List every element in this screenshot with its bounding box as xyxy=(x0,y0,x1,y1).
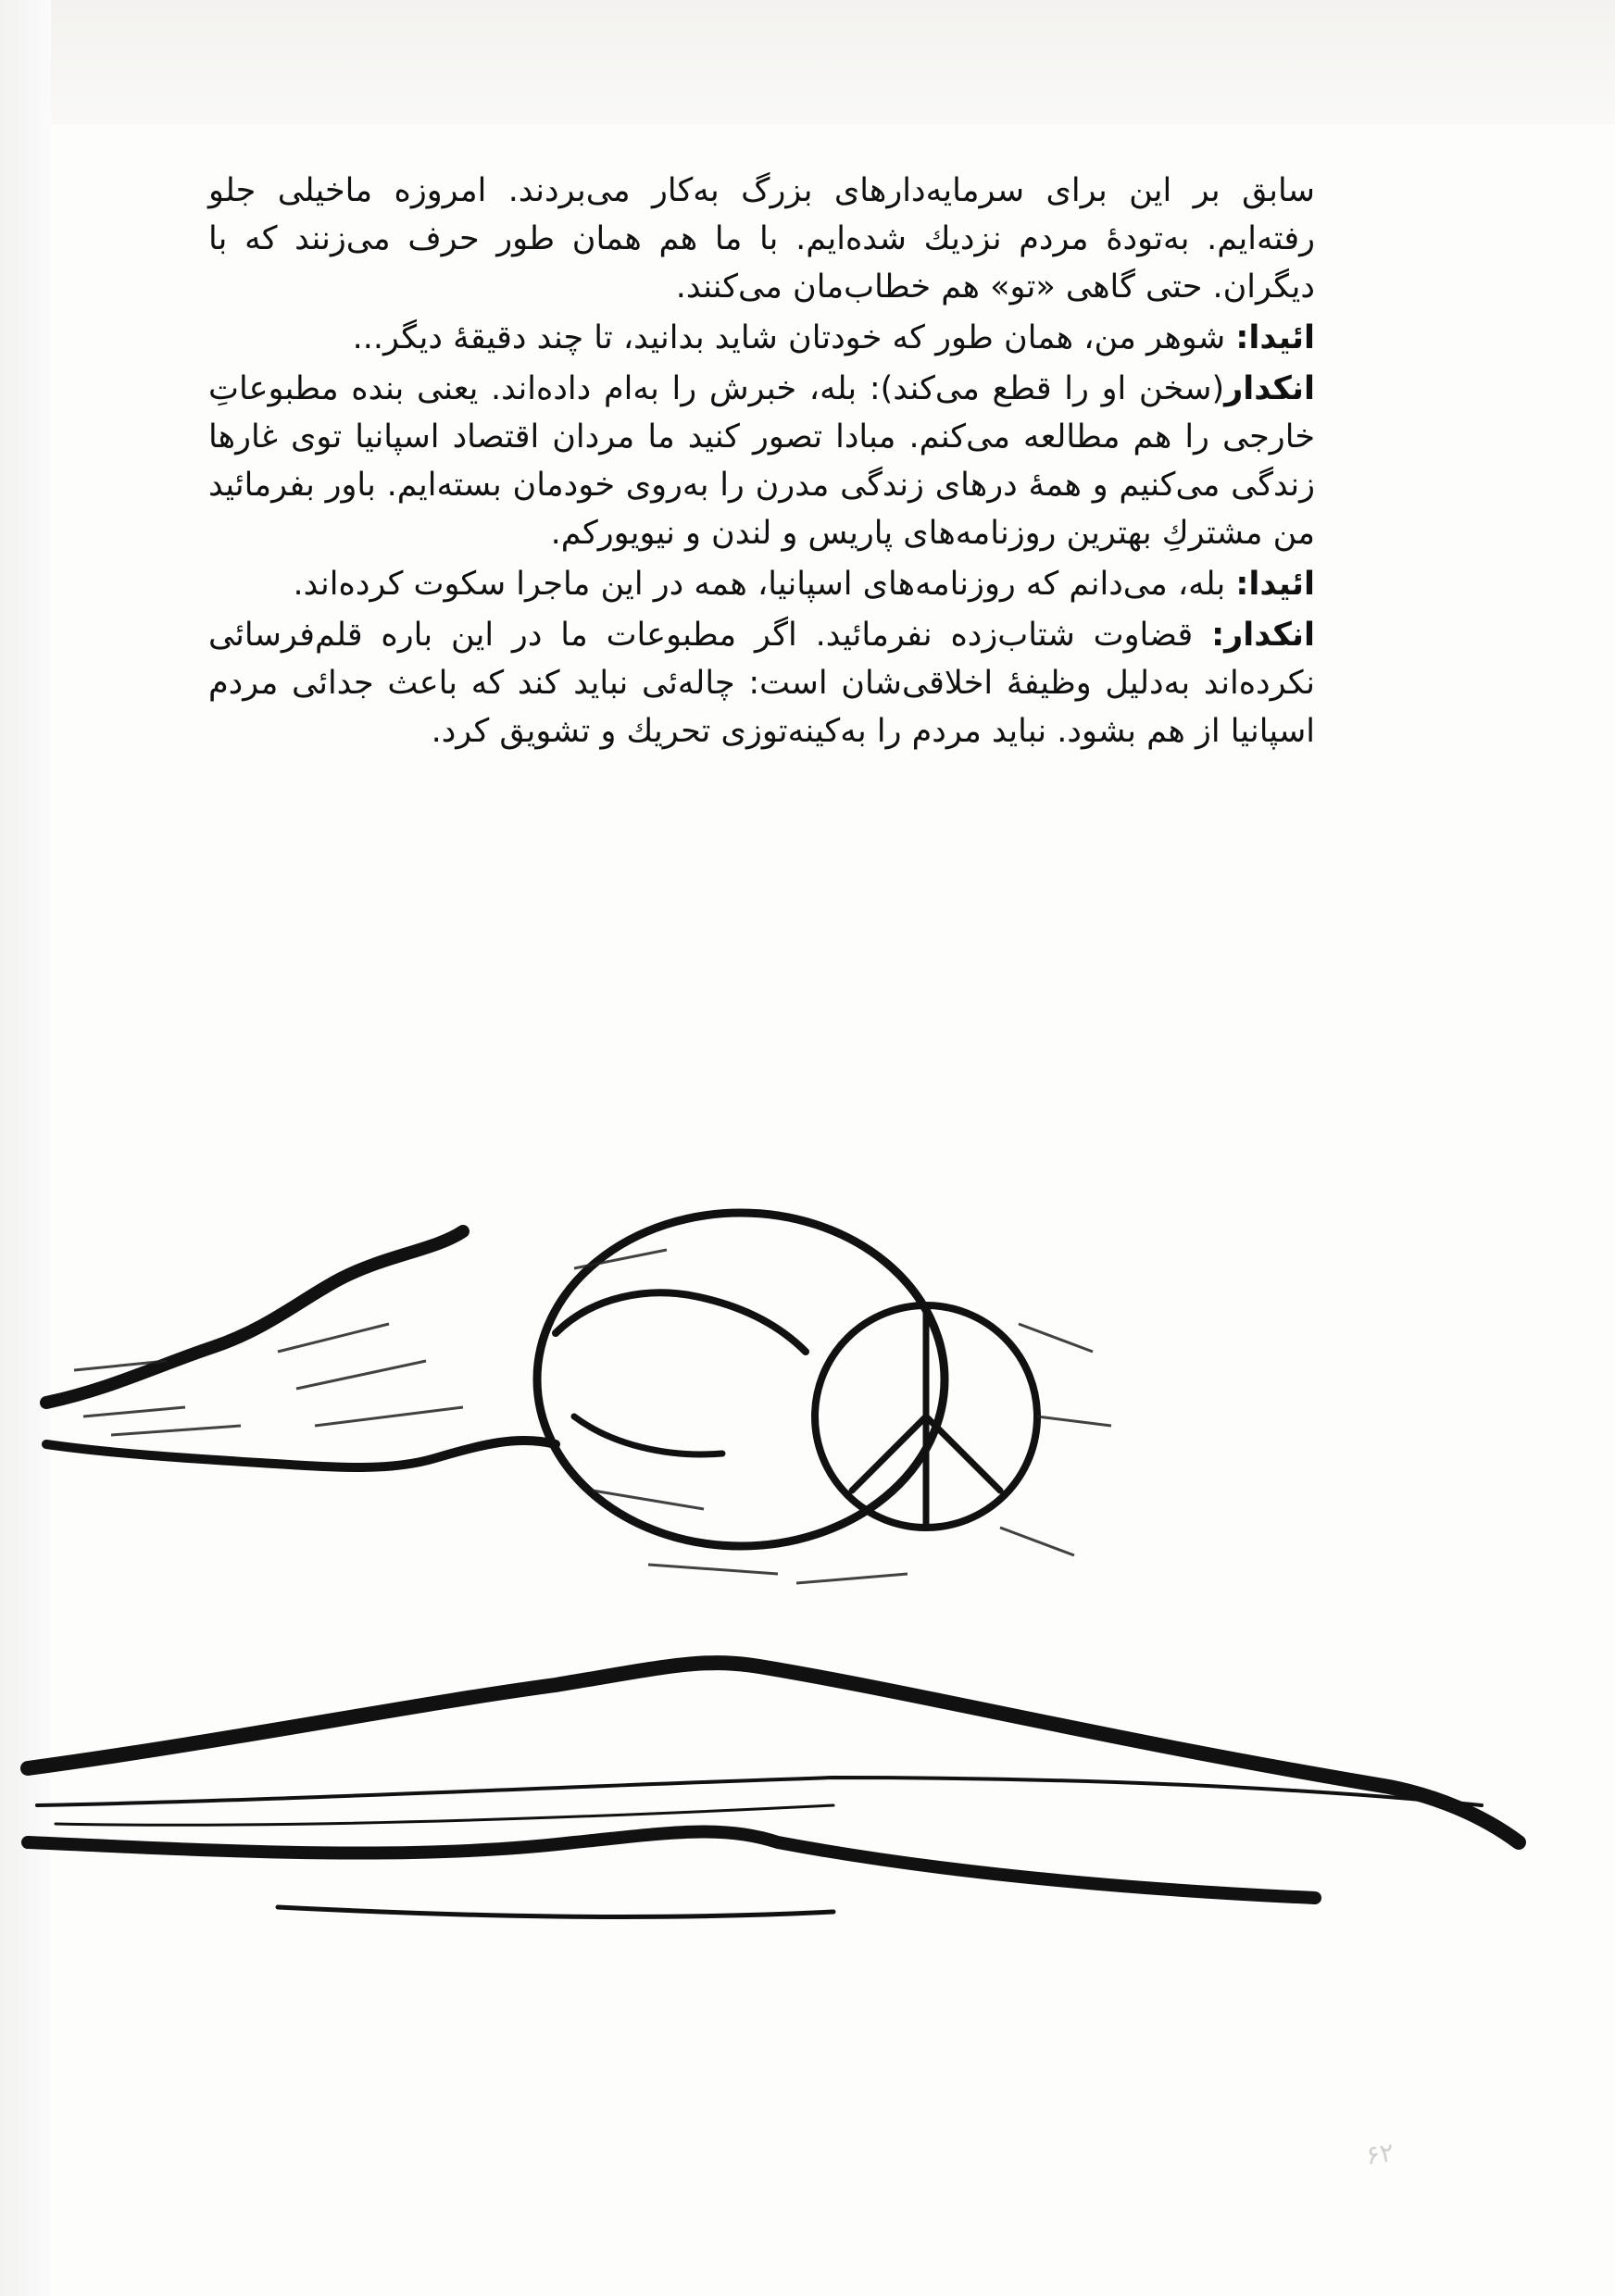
speaker-name: ائیدا: xyxy=(1235,566,1315,603)
page-number: ۶۲ xyxy=(1363,2137,1396,2171)
paper-top-strip xyxy=(51,0,1615,125)
dialogue-paragraph xyxy=(208,560,1315,608)
dialogue-paragraph xyxy=(208,314,1315,362)
paragraph-text: بله، می‌دانم که روزنامه‌های اسپانیا، همه در این ماجرا سکوت کرده‌اند. xyxy=(293,566,1226,603)
dialogue-paragraph xyxy=(208,611,1315,755)
dialogue-paragraph xyxy=(208,365,1315,557)
dialogue-text-block xyxy=(208,167,1315,758)
paragraph-text: (سخن او را قطع می‌کند): بله، خبرش را به‌ام داده‌اند. یعنی بنده مطبوعاتِ خارجی را هم مطالعه می‌کنم. مبادا تصور کنید ما مردان اقتصاد اسپانیا توی غارها زندگی می‌کنیم و همهٔ درهای زندگی مدرن را به‌روی خودمان بسته‌ایم. باور بفرمائید من مشتركِ بهترین روزنامه‌های پاریس و لندن و نیویورکم. xyxy=(208,370,1315,552)
hatching-strokes xyxy=(74,1250,1111,1583)
speaker-name: ائیدا: xyxy=(1235,319,1315,356)
speaker-name: انکدار: xyxy=(1211,617,1315,654)
paragraph-text: سابق بر این برای سرمایه‌دارهای بزرگ به‌کار می‌بردند. امروزه ماخیلی جلو رفته‌ایم. به‌تودهٔ مردم نزدیك شده‌ایم. با ما هم همان طور حرف می‌زنند که با دیگران. حتی گاهی «تو» هم خطاب‌مان می‌کنند. xyxy=(208,172,1315,306)
fist-woodcut xyxy=(46,1213,1037,1546)
paragraph-text: شوهر من، همان طور که خودتان شاید بدانید، تا چند دقیقهٔ دیگر... xyxy=(352,319,1226,356)
dialogue-paragraph xyxy=(208,167,1315,311)
bird-wing-woodcut xyxy=(28,1663,1519,1916)
woodcut-illustration xyxy=(0,1139,1615,1926)
paragraph-text: قضاوت شتاب‌زده نفرمائید. اگر مطبوعات ما در این باره قلم‌فرسائی نکرده‌اند به‌دلیل وظیفهٔ اخلاقی‌شان است: چاله‌ئی نباید کند که باعث جدائی مردم اسپانیا از هم بشود. نباید مردم را به‌کینه‌توزی تحریك و تشویق کرد. xyxy=(208,617,1315,750)
speaker-name: انکدار xyxy=(1224,370,1315,407)
